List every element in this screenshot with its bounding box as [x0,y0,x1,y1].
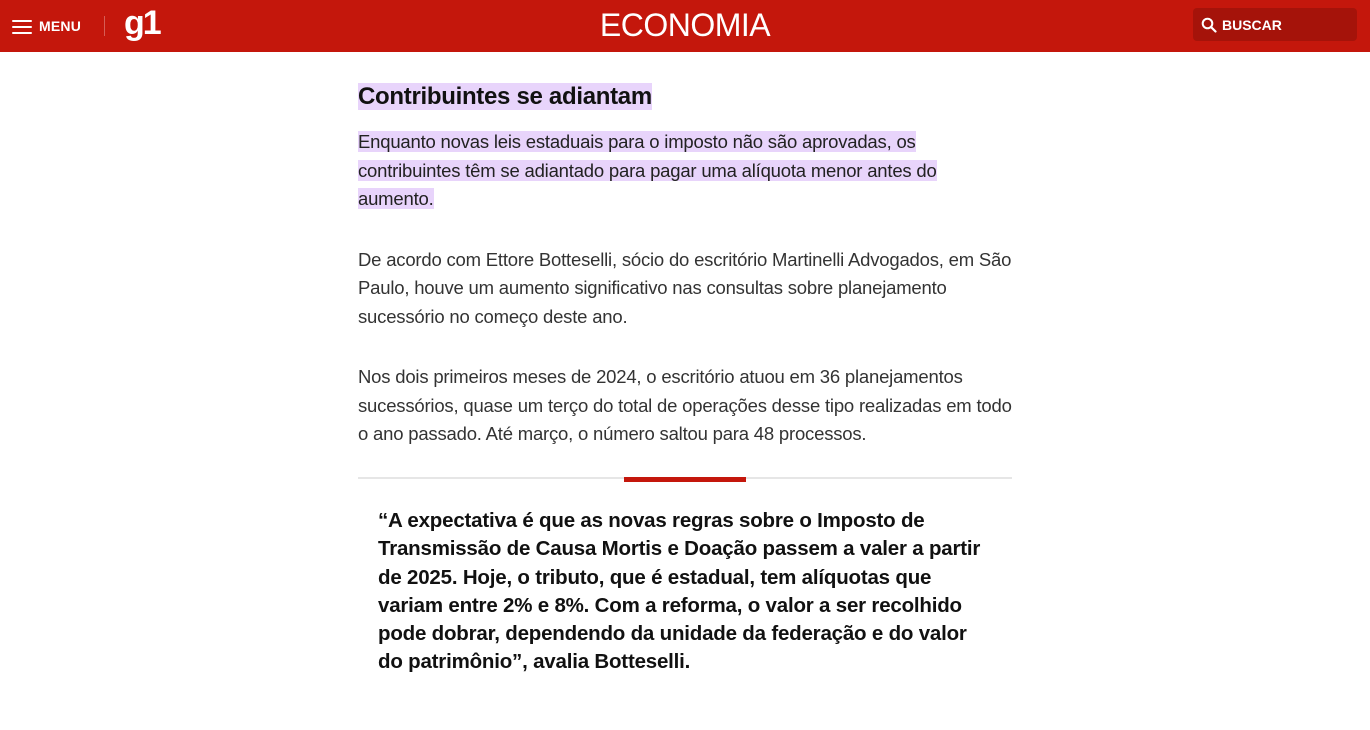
article-paragraph: De acordo com Ettore Botteselli, sócio do escritório Martinelli Advogados, em São Paulo, houve um aumento significativo nas consultas sobre planejamento sucessório no começo deste ano. [358,248,1012,327]
article-paragraph: Nos dois primeiros meses de 2024, o escritório atuou em 36 planejamentos sucessórios, quase um terço do total de operações desse tipo realizadas em todo o ano passado. Até março, o número saltou para 48 processos. [358,366,1012,444]
search-label: BUSCAR [1222,16,1282,33]
article-body [358,80,1012,449]
quote-accent-bar [624,477,746,482]
top-navigation-bar [0,0,1370,52]
article-subtitle [358,80,1012,114]
search-icon [1201,17,1217,33]
article-paragraph [358,128,1012,214]
highlighted-subtitle: Contribuintes se adiantam [358,83,652,110]
g1-logo[interactable]: g1 [124,4,160,42]
search-button[interactable] [1193,8,1357,41]
highlighted-paragraph: Enquanto novas leis estaduais para o imposto não são aprovadas, os contribuintes têm se adiantado para pagar uma alíquota menor antes do aumento. [358,131,937,209]
section-title[interactable]: ECONOMIA [599,7,771,43]
menu-label: MENU [39,18,82,34]
quote-text: “A expectativa é que as novas regras sobre o Imposto de Transmissão de Causa Mortis e Doação passem a valer a partir de 2025. Hoje, o tributo, que é estadual, tem alíquotas que variam entre 2% e 8%. Com a reforma, o valor a ser recolhido pode dobrar, dependendo da unidade da federação e do valor do patrimônio”, avalia Botteselli. [378,509,981,674]
